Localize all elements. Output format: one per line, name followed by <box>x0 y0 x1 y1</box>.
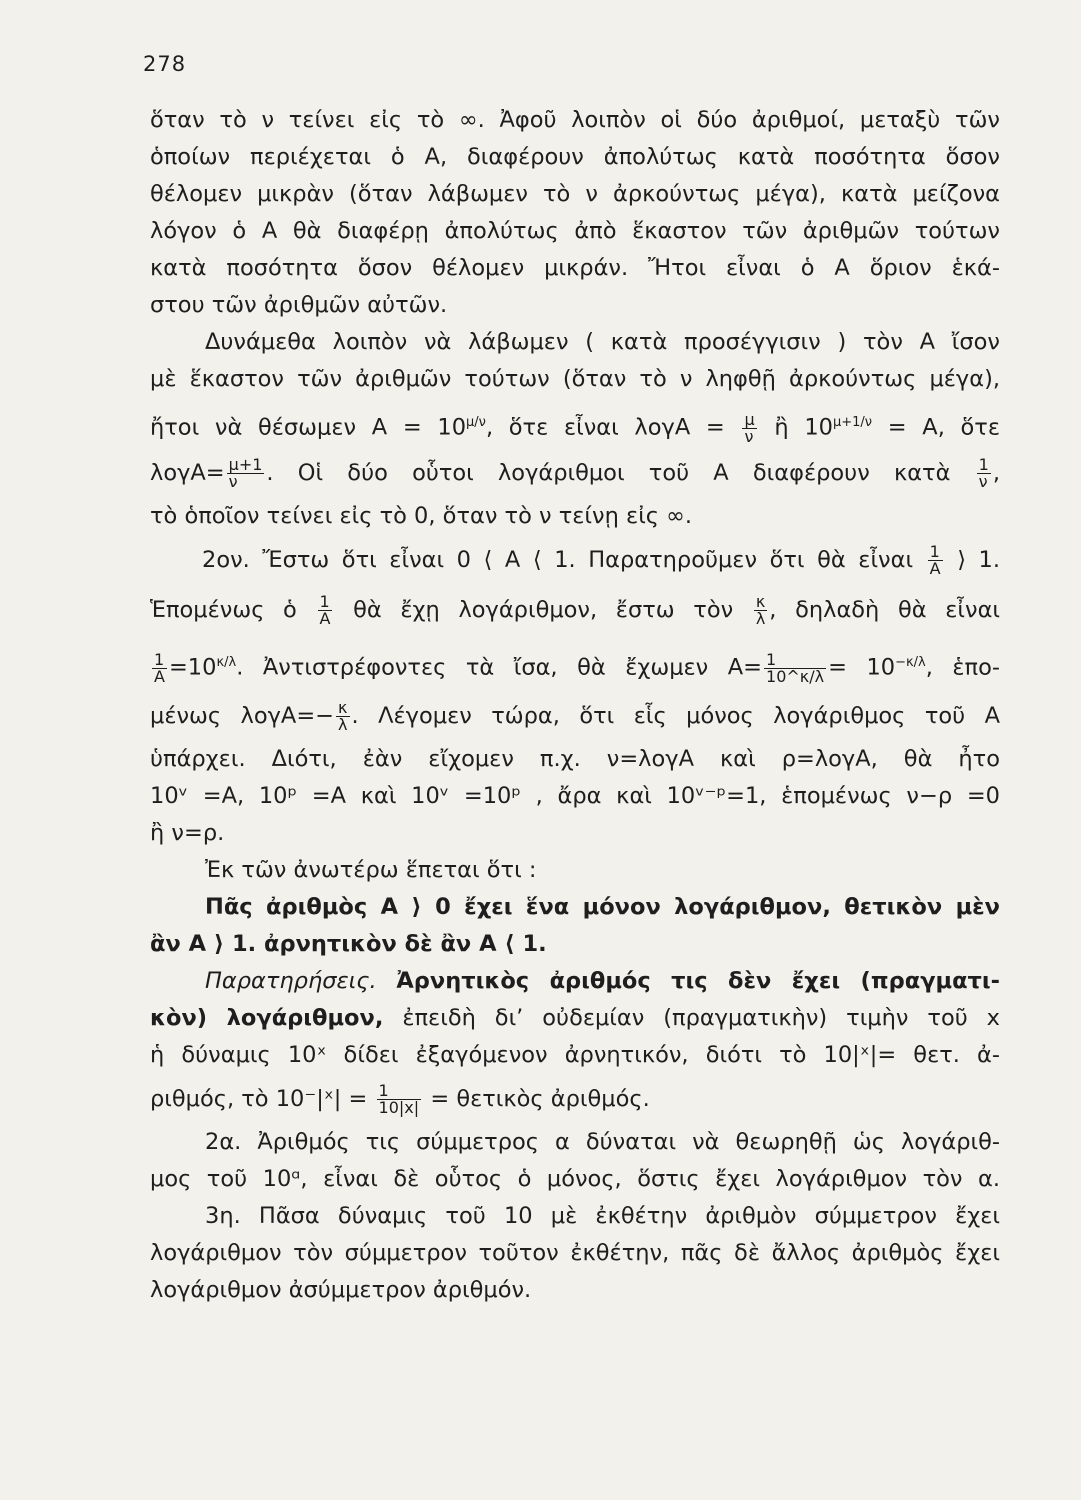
eq-text: Ἑπομένως ὁ <box>150 597 297 623</box>
page-number: 278 <box>143 52 187 76</box>
eq-text: ριθμός, τὸ 10⁻|ˣ| = <box>150 1086 368 1112</box>
eq-text: , ἑπο- <box>925 654 1000 681</box>
equation-line <box>150 635 1000 691</box>
text-line: μὲ ἕκαστον τῶν ἀριθμῶν τούτων (ὅταν τὸ ν ληφθῇ ἀρκούντως μέγα), <box>150 366 1000 392</box>
text-line: 10ᵛ =Α, 10ᵖ =Α καὶ 10ᵛ =10ᵖ , ἄρα καὶ 10ᵛ⁻ᵖ=1, ἑπομένως ν−ρ =0 <box>150 783 1000 809</box>
fraction <box>227 457 265 490</box>
denominator: ν <box>744 426 754 446</box>
numerator: 1 <box>764 652 826 669</box>
equation-line <box>150 535 1000 585</box>
text-line: λογάριθμον ἀσύμμετρον ἀριθμόν. <box>150 1277 532 1303</box>
fraction <box>318 594 333 627</box>
remarks-text: ἐπειδὴ δι’ οὐδεμίαν (πραγματικὴν) τιμὴν τοῦ x <box>402 1005 1000 1031</box>
remarks-line <box>150 1000 1000 1037</box>
numerator: κ <box>754 594 767 611</box>
equation-line <box>150 398 1000 448</box>
eq-text: . Ἀντιστρέφοντες τὰ ἴσα, θὰ ἔχωμεν Α= <box>236 654 763 681</box>
eq-text: = 10 <box>828 654 896 681</box>
eq-text: ⟩ 1. <box>957 547 1001 573</box>
eq-text: = θετικὸς ἀριθμός. <box>430 1086 650 1112</box>
equation-line <box>150 585 1000 635</box>
eq-text: λογΑ= <box>150 460 225 486</box>
denominator: 10^κ/λ <box>766 666 825 686</box>
fraction <box>754 594 767 627</box>
eq-text: θὰ ἔχῃ λογάριθμον, ἔστω τὸν <box>353 597 734 623</box>
equation-line <box>150 448 1000 498</box>
text-line: ἡ δύναμις 10ˣ δίδει ἐξαγόμενον ἀρνητικόν, διότι τὸ 10|ˣ|= θετ. ἀ- <box>150 1042 1000 1068</box>
denominator: Α <box>154 666 165 686</box>
text-line: τὸ ὁποῖον τείνει εἰς τὸ 0, ὅταν τὸ ν τείνῃ εἰς ∞. <box>150 503 693 529</box>
fraction <box>152 649 167 686</box>
eq-text: ἤτοι νὰ θέσωμεν Α = 10 <box>150 414 467 441</box>
fraction <box>336 700 349 733</box>
remarks-line <box>150 963 1000 1000</box>
fraction <box>928 544 943 577</box>
fraction <box>377 1083 422 1116</box>
numerator: μ+1 <box>228 455 263 474</box>
text-line: ὅταν τὸ ν τείνει εἰς τὸ ∞. Ἀφοῦ λοιπὸν οἱ δύο ἀριθμοί, μεταξὺ τῶν <box>150 107 1000 133</box>
text-line: ὁποίων περιέχεται ὁ Α, διαφέρουν ἀπολύτως κατὰ ποσότητα ὅσον <box>150 144 1000 170</box>
exponent: μ/ν <box>466 415 486 430</box>
numerator: 1 <box>152 652 167 669</box>
text-body <box>150 102 1000 1309</box>
eq-text: 2ον. Ἔστω ὅτι εἶναι 0 ⟨ Α ⟨ 1. Παρατηροῦμεν ὅτι θὰ εἶναι <box>202 547 914 573</box>
numerator: μ <box>744 409 755 429</box>
theorem-line: ἂν Α ⟩ 1. ἀρνητικὸν δὲ ἂν Α ⟨ 1. <box>150 931 547 957</box>
text-line: ὑπάρχει. Διότι, ἐὰν εἴχομεν π.χ. ν=λογΑ καὶ ρ=λογΑ, θὰ ἦτο <box>150 746 1000 772</box>
denominator: ν <box>978 472 988 491</box>
denominator: Α <box>319 609 331 628</box>
eq-text: . Οἱ δύο οὗτοι λογάριθμοι τοῦ Α διαφέρουν κατὰ <box>266 460 951 486</box>
text-line: στου τῶν ἀριθμῶν αὐτῶν. <box>150 292 448 318</box>
numerator: κ <box>336 700 349 717</box>
text-line: ἢ ν=ρ. <box>150 820 225 846</box>
text-line: κατὰ ποσότητα ὅσον θέλομεν μικράν. Ἤτοι εἶναι ὁ Α ὅριον ἑκά- <box>150 255 1000 281</box>
eq-text: μένως λογΑ=− <box>150 703 335 729</box>
text-line: μος τοῦ 10ᵅ, εἶναι δὲ οὗτος ὁ μόνος, ὅστις ἔχει λογάριθμον τὸν α. <box>150 1166 1000 1192</box>
equation-line <box>150 1074 1000 1124</box>
exponent: μ+1/ν <box>832 415 873 430</box>
denominator: Α <box>929 559 941 578</box>
text-line: λόγον ὁ Α θὰ διαφέρῃ ἀπολύτως ἀπὸ ἕκαστον τῶν ἀριθμῶν τούτων <box>150 218 1000 244</box>
eq-text: ἢ 10 <box>774 414 833 441</box>
eq-text: , ὅτε εἶναι λογΑ = <box>485 414 725 441</box>
exponent: −κ/λ <box>895 655 926 670</box>
text-line: θέλομεν μικρὰν (ὅταν λάβωμεν τὸ ν ἀρκούντως μέγα), κατὰ μείζονα <box>150 181 1000 207</box>
equation-line <box>150 691 1000 741</box>
remarks-bold: Ἀρνητικὸς ἀριθμός τις δὲν ἔχει (πραγματι- <box>396 968 1000 994</box>
text-line: λογάριθμον τὸν σύμμετρον τοῦτον ἐκθέτην, πᾶς δὲ ἄλλος ἀριθμὸς ἔχει <box>150 1240 1000 1266</box>
text-line: Ἐκ τῶν ἀνωτέρω ἕπεται ὅτι : <box>205 857 537 883</box>
eq-text: , <box>992 460 1000 486</box>
denominator: 10|x| <box>378 1098 420 1117</box>
eq-text: = Α, ὅτε <box>887 414 1001 441</box>
eq-text: =10 <box>168 654 217 681</box>
denominator: λ <box>338 715 348 734</box>
theorem-line: Πᾶς ἀριθμὸς Α ⟩ 0 ἔχει ἕνα μόνον λογάριθμον, θετικὸν μὲν <box>205 894 1000 920</box>
text-line: Δυνάμεθα λοιπὸν νὰ λάβωμεν ( κατὰ προσέγγισιν ) τὸν Α ἴσον <box>205 329 1000 355</box>
text-line: 3η. Πᾶσα δύναμις τοῦ 10 μὲ ἐκθέτην ἀριθμὸν σύμμετρον ἔχει <box>205 1203 1000 1229</box>
fraction <box>742 409 756 446</box>
numerator: 1 <box>928 544 943 561</box>
eq-text: , δηλαδὴ θὰ εἶναι <box>769 597 1001 623</box>
fraction <box>764 649 826 686</box>
remarks-bold: κὸν) λογάριθμον, <box>150 1005 384 1031</box>
denominator: λ <box>755 609 766 628</box>
text-line: 2α. Ἀριθμός τις σύμμετρος α δύναται νὰ θεωρηθῇ ὡς λογάριθ- <box>205 1129 1000 1155</box>
fraction <box>977 457 991 490</box>
denominator: ν <box>228 472 238 491</box>
numerator: 1 <box>978 455 989 474</box>
exponent: κ/λ <box>216 655 237 670</box>
numerator: 1 <box>318 594 333 611</box>
remarks-label: Παρατηρήσεις. <box>205 968 377 994</box>
numerator: 1 <box>377 1083 422 1100</box>
eq-text: . Λέγομεν τώρα, ὅτι εἷς μόνος λογάριθμος τοῦ Α <box>351 703 1000 729</box>
